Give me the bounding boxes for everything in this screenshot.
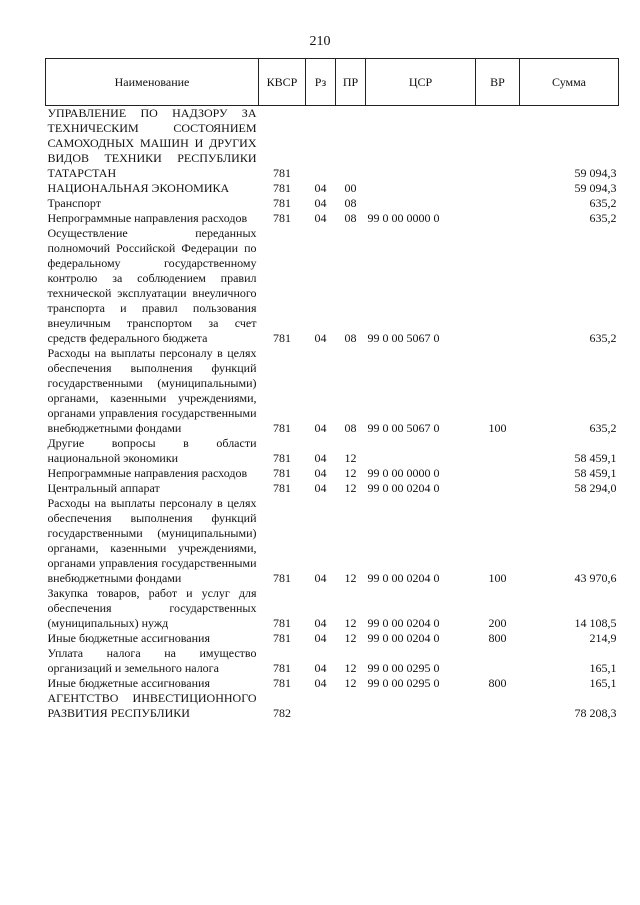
row-pr: 00 <box>344 181 357 195</box>
table-body <box>46 106 619 722</box>
row-vr <box>476 181 520 196</box>
row-pr: 12 <box>344 481 357 495</box>
row-sum: 14 108,5 <box>574 616 617 630</box>
header-csr: ЦСР <box>366 59 476 106</box>
row-kvsr: 781 <box>273 571 291 585</box>
row-name: АГЕНТСТВО ИНВЕСТИЦИОННОГО РАЗВИТИЯ РЕСПУБЛИКИ <box>47 691 257 720</box>
row-name: УПРАВЛЕНИЕ ПО НАДЗОРУ ЗА ТЕХНИЧЕСКИМ СОСТОЯНИЕМ САМОХОДНЫХ МАШИН И ДРУГИХ ВИДОВ ТЕХНИКИ РЕСПУБЛИКИ ТАТАРСТАН <box>47 106 257 180</box>
row-kvsr: 781 <box>273 211 291 225</box>
row-rz: 04 <box>314 331 327 345</box>
row-name: Иные бюджетные ассигнования <box>47 631 210 645</box>
table-row <box>46 181 619 196</box>
row-pr: 12 <box>344 451 357 465</box>
row-pr: 08 <box>344 331 357 345</box>
row-sum: 165,1 <box>589 676 617 690</box>
header-kvsr: КВСР <box>259 59 306 106</box>
row-csr <box>366 196 476 211</box>
row-pr: 12 <box>344 466 357 480</box>
row-name: НАЦИОНАЛЬНАЯ ЭКОНОМИКА <box>47 181 230 195</box>
row-sum: 635,2 <box>589 331 617 345</box>
row-vr <box>476 196 520 211</box>
header-pr: ПР <box>336 59 366 106</box>
row-kvsr: 781 <box>273 331 291 345</box>
table-row <box>46 346 619 436</box>
row-kvsr: 781 <box>273 616 291 630</box>
header-name: Наименование <box>46 59 259 106</box>
row-rz: 04 <box>314 661 327 675</box>
row-csr: 99 0 00 0204 0 <box>367 571 440 585</box>
row-kvsr: 782 <box>273 706 291 720</box>
row-kvsr: 781 <box>273 631 291 645</box>
row-sum: 635,2 <box>589 196 617 210</box>
row-csr: 99 0 00 0295 0 <box>367 676 440 690</box>
row-sum: 214,9 <box>589 631 617 645</box>
row-rz: 04 <box>314 451 327 465</box>
row-sum: 635,2 <box>589 421 617 435</box>
row-sum: 78 208,3 <box>574 706 617 720</box>
row-csr: 99 0 00 0000 0 <box>367 211 440 225</box>
table-row <box>46 586 619 631</box>
row-sum: 59 094,3 <box>574 166 617 180</box>
row-rz: 04 <box>314 571 327 585</box>
row-pr <box>336 691 366 721</box>
table-row <box>46 466 619 481</box>
row-sum: 58 294,0 <box>574 481 617 495</box>
header-rz: Рз <box>306 59 336 106</box>
row-vr <box>476 436 520 466</box>
table-row <box>46 646 619 676</box>
row-vr <box>476 106 520 182</box>
table-row <box>46 691 619 721</box>
row-csr: 99 0 00 0295 0 <box>367 661 440 675</box>
row-vr <box>476 646 520 676</box>
row-sum: 165,1 <box>589 661 617 675</box>
row-name: Другие вопросы в области национальной экономики <box>47 436 257 465</box>
row-vr: 800 <box>488 676 507 690</box>
row-rz: 04 <box>314 481 327 495</box>
row-sum: 43 970,6 <box>574 571 617 585</box>
table-row <box>46 436 619 466</box>
row-csr <box>366 106 476 182</box>
row-rz: 04 <box>314 466 327 480</box>
row-vr: 100 <box>488 421 507 435</box>
row-csr <box>366 436 476 466</box>
row-csr <box>366 181 476 196</box>
row-name: Уплата налога на имущество организаций и земельного налога <box>47 646 257 675</box>
row-csr <box>366 691 476 721</box>
row-sum: 59 094,3 <box>574 181 617 195</box>
row-vr <box>476 691 520 721</box>
row-csr: 99 0 00 5067 0 <box>367 421 440 435</box>
row-pr: 12 <box>344 616 357 630</box>
row-pr: 08 <box>344 421 357 435</box>
row-rz: 04 <box>314 616 327 630</box>
row-rz: 04 <box>314 211 327 225</box>
table-header-row <box>46 59 619 106</box>
row-kvsr: 781 <box>273 451 291 465</box>
row-csr: 99 0 00 0000 0 <box>367 466 440 480</box>
header-vr: ВР <box>476 59 520 106</box>
row-vr: 100 <box>488 571 507 585</box>
row-kvsr: 781 <box>273 166 291 180</box>
table-row <box>46 676 619 691</box>
row-vr: 800 <box>488 631 507 645</box>
row-kvsr: 781 <box>273 181 291 195</box>
row-pr: 12 <box>344 661 357 675</box>
row-name: Непрограммные направления расходов <box>47 211 248 225</box>
row-csr: 99 0 00 0204 0 <box>367 616 440 630</box>
row-sum: 58 459,1 <box>574 451 617 465</box>
row-rz <box>306 691 336 721</box>
row-vr <box>476 481 520 496</box>
row-vr <box>476 226 520 346</box>
row-vr <box>476 466 520 481</box>
header-sum: Сумма <box>520 59 619 106</box>
row-rz: 04 <box>314 181 327 195</box>
row-pr: 12 <box>344 631 357 645</box>
row-name: Центральный аппарат <box>47 481 160 495</box>
row-csr: 99 0 00 0204 0 <box>367 631 440 645</box>
row-kvsr: 781 <box>273 661 291 675</box>
table-row <box>46 226 619 346</box>
row-sum: 635,2 <box>589 211 617 225</box>
table-row <box>46 496 619 586</box>
row-name: Иные бюджетные ассигнования <box>47 676 210 690</box>
row-name: Осуществление переданных полномочий Российской Федерации по федеральному государственному контролю за соблюдением правил технической эксплуатации внеуличного транспорта и правил пользования внеуличным транспортом за счет средств федерального бюджета <box>47 226 257 345</box>
row-name: Закупка товаров, работ и услуг для обеспечения государственных (муниципальных) нужд <box>47 586 257 630</box>
row-rz: 04 <box>314 196 327 210</box>
table-row <box>46 481 619 496</box>
row-pr: 12 <box>344 676 357 690</box>
row-kvsr: 781 <box>273 676 291 690</box>
row-kvsr: 781 <box>273 481 291 495</box>
row-rz: 04 <box>314 631 327 645</box>
row-sum: 58 459,1 <box>574 466 617 480</box>
row-vr <box>476 211 520 226</box>
row-kvsr: 781 <box>273 421 291 435</box>
row-name: Расходы на выплаты персоналу в целях обеспечения выполнения функций государственными (муниципальными) органами, казенными учреждениями, органами управления государственными внебюджетными фондами <box>47 496 257 585</box>
row-vr: 200 <box>488 616 507 630</box>
row-kvsr: 781 <box>273 466 291 480</box>
row-csr: 99 0 00 5067 0 <box>367 331 440 345</box>
row-csr: 99 0 00 0204 0 <box>367 481 440 495</box>
budget-table <box>45 58 619 721</box>
row-pr: 12 <box>344 571 357 585</box>
row-pr: 08 <box>344 211 357 225</box>
row-rz <box>306 106 336 182</box>
row-rz: 04 <box>314 676 327 690</box>
table-row <box>46 106 619 182</box>
row-rz: 04 <box>314 421 327 435</box>
row-name: Транспорт <box>47 196 101 210</box>
row-name: Расходы на выплаты персоналу в целях обеспечения выполнения функций государственными (муниципальными) органами, казенными учреждениями, органами управления государственными внебюджетными фондами <box>47 346 257 435</box>
row-name: Непрограммные направления расходов <box>47 466 248 480</box>
page-number: 210 <box>309 34 331 49</box>
row-kvsr: 781 <box>273 196 291 210</box>
row-pr <box>336 106 366 182</box>
row-pr: 08 <box>344 196 357 210</box>
table-row <box>46 196 619 211</box>
table-row <box>46 211 619 226</box>
table-row <box>46 631 619 646</box>
